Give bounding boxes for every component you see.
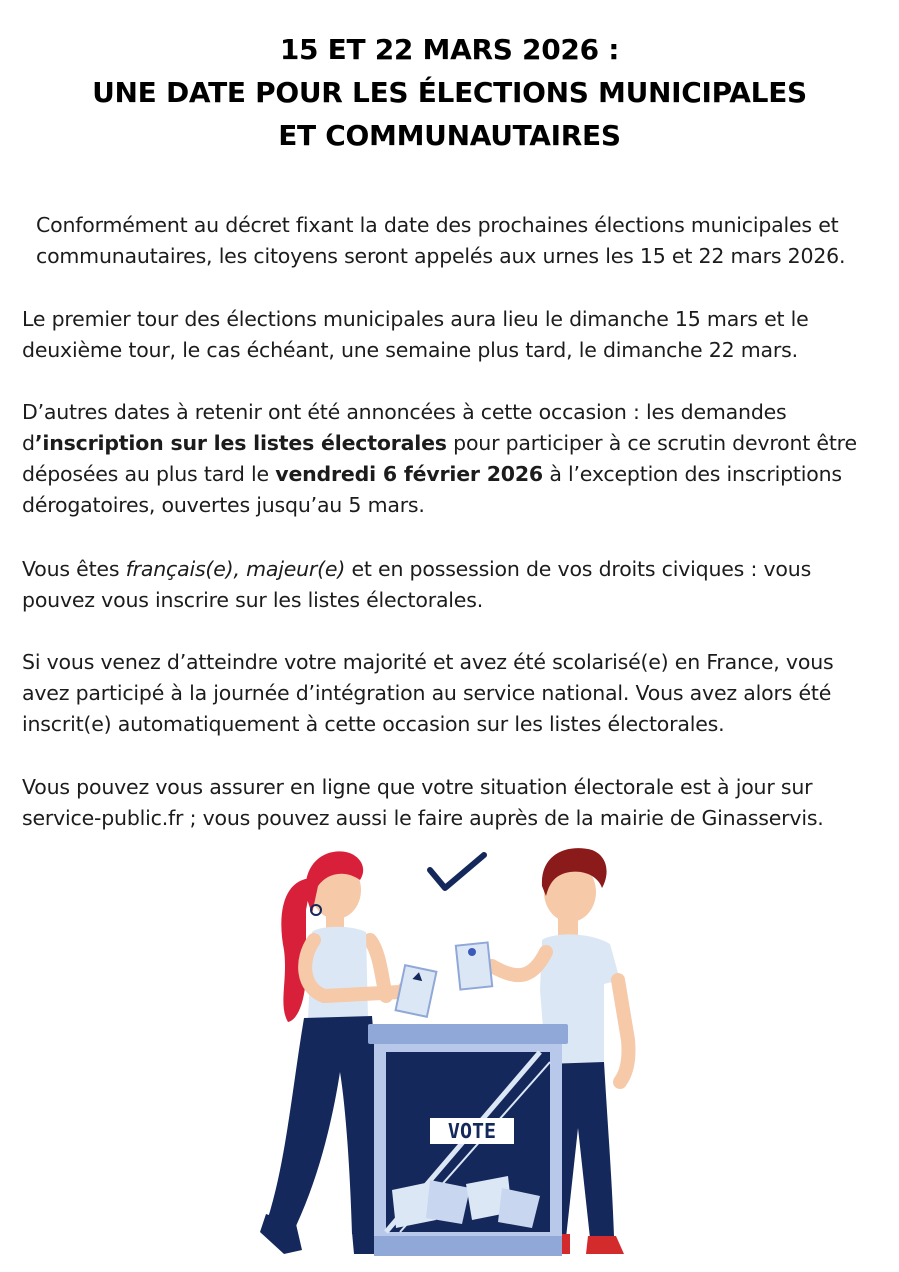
check-mark-icon (430, 855, 484, 888)
title-line-1: 15 ET 22 MARS 2026 : (279, 33, 620, 66)
text-span: et en possession de vos droits civiques : vous (345, 557, 812, 581)
title-line-3: ET COMMUNAUTAIRES (278, 119, 621, 152)
italic-text: français(e), majeur(e) (125, 557, 346, 581)
text-line: communautaires, les citoyens seront appelés aux urnes les 15 et 22 mars 2026. (36, 244, 846, 268)
text-line (22, 459, 857, 490)
text-line: Vous pouvez vous assurer en ligne que votre situation électorale est à jour sur (22, 775, 813, 799)
text-span: Vous êtes (22, 557, 126, 581)
bold-text: ’inscription sur les listes électorales (34, 431, 447, 455)
paragraph-online-check (22, 772, 824, 834)
text-span: d (22, 431, 35, 455)
text-line: dérogatoires, ouvertes jusqu’au 5 mars. (22, 493, 425, 517)
text-line: avez participé à la journée d’intégration au service national. Vous avez alors été (22, 681, 832, 705)
text-line: pouvez vous inscrire sur les listes électorales. (22, 588, 484, 612)
text-line: Le premier tour des élections municipales aura lieu le dimanche 15 mars et le (22, 307, 809, 331)
text-span: déposées au plus tard le (22, 462, 276, 486)
paragraph-automatic-registration (22, 647, 833, 740)
text-line (22, 428, 857, 459)
voting-illustration (240, 840, 670, 1265)
title-line-2: UNE DATE POUR LES ÉLECTIONS MUNICIPALES (92, 76, 807, 109)
paragraph-dates (22, 397, 857, 521)
text-line: D’autres dates à retenir ont été annoncées à cette occasion : les demandes (22, 400, 787, 424)
text-line: Si vous venez d’atteindre votre majorité et avez été scolarisé(e) en France, vous (22, 650, 834, 674)
paragraph-eligibility (22, 554, 811, 616)
text-line: deuxième tour, le cas échéant, une semaine plus tard, le dimanche 22 mars. (22, 338, 798, 362)
bold-text: vendredi 6 février 2026 (275, 462, 543, 486)
ballot-box (368, 1024, 568, 1256)
text-line: inscrit(e) automatiquement à cette occasion sur les listes électorales. (22, 712, 725, 736)
text-line: service-public.fr ; vous pouvez aussi le faire auprès de la mairie de Ginasservis. (22, 806, 824, 830)
paragraph-rounds (22, 304, 809, 366)
text-line (22, 554, 811, 585)
text-span: à l’exception des inscriptions (543, 462, 842, 486)
vote-label: VOTE (447, 1119, 497, 1143)
text-line: Conformément au décret fixant la date des prochaines élections municipales et (36, 213, 839, 237)
page-title (0, 28, 899, 157)
ballot-paper-left (396, 965, 437, 1017)
text-span: pour participer à ce scrutin devront être (446, 431, 857, 455)
paragraph-decree (36, 210, 845, 272)
ballot-paper-right (456, 942, 492, 989)
